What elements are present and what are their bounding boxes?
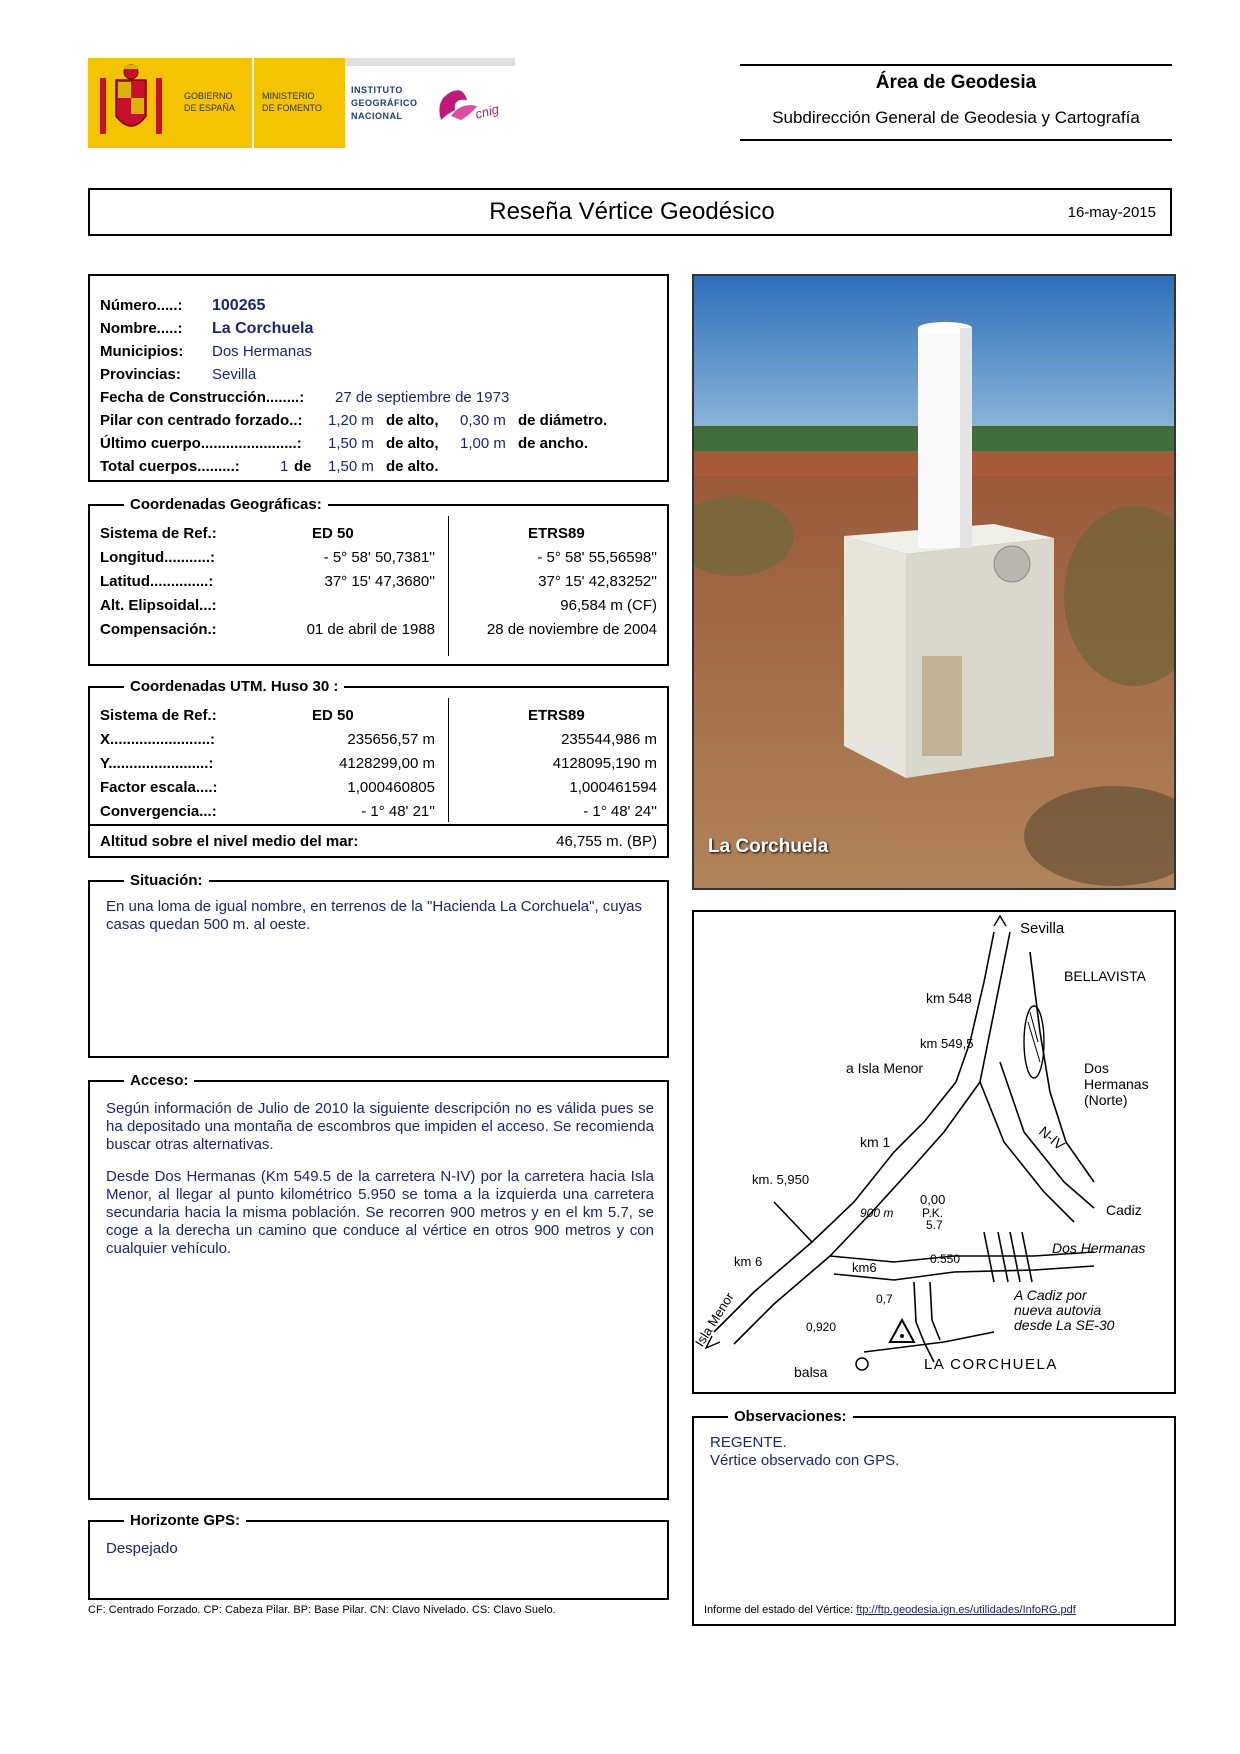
sketch-pk57: 5.7 bbox=[926, 1218, 943, 1232]
ign-line1: INSTITUTO bbox=[351, 85, 403, 95]
x-ed50: 235656,57 m bbox=[347, 731, 435, 748]
acceso-box bbox=[88, 1072, 669, 1500]
page-title: Reseña Vértice Geodésico bbox=[489, 198, 775, 225]
acceso-legend: Acceso: bbox=[124, 1071, 194, 1091]
municipios-value: Dos Hermanas bbox=[212, 343, 313, 360]
situacion-text: En una loma de igual nombre, en terrenos de la "Hacienda La Corchuela", cuyas casas quedan 500 m. al oeste. bbox=[106, 898, 642, 933]
informe-label: Informe del estado del Vértice: bbox=[704, 1604, 854, 1616]
factor-ed50: 1,000460805 bbox=[347, 779, 435, 796]
title-box bbox=[88, 188, 1172, 236]
municipios-label: Municipios: bbox=[100, 343, 184, 360]
location-sketch bbox=[692, 910, 1176, 1394]
ign-line2: GEOGRÁFICO bbox=[351, 98, 418, 108]
provincias-value: Sevilla bbox=[212, 366, 257, 383]
sketch-000: 0,00 bbox=[920, 1192, 946, 1207]
observaciones-box bbox=[692, 1408, 1176, 1626]
ultimo-ancho: 1,00 m bbox=[460, 435, 506, 452]
sketch-a-cadiz-2: nueva autovia bbox=[1014, 1302, 1102, 1318]
info-box bbox=[88, 274, 669, 482]
sketch-pk: P.K. bbox=[922, 1206, 944, 1220]
total-de: de bbox=[294, 458, 312, 475]
situacion-box bbox=[88, 872, 669, 1058]
factor-etrs: 1,000461594 bbox=[569, 779, 657, 796]
comp-ed50: 01 de abril de 1988 bbox=[306, 621, 435, 638]
conv-etrs: - 1° 48' 24'' bbox=[583, 803, 657, 820]
sketch-corchuela: LA CORCHUELA bbox=[924, 1356, 1058, 1373]
ultimo-ancho-txt: de ancho. bbox=[518, 435, 589, 452]
geo-sistema-label: Sistema de Ref.: bbox=[100, 525, 217, 542]
sketch-n4: N-IV bbox=[1036, 1122, 1068, 1154]
horizonte-legend: Horizonte GPS: bbox=[124, 1511, 246, 1531]
min-line2: DE FOMENTO bbox=[262, 103, 322, 113]
conv-ed50: - 1° 48' 21'' bbox=[361, 803, 435, 820]
numero-label: Número.....: bbox=[100, 297, 183, 314]
lon-etrs: - 5° 58' 55,56598'' bbox=[537, 549, 657, 566]
sketch-bellavista: BELLAVISTA bbox=[1064, 968, 1146, 984]
sketch-sevilla: Sevilla bbox=[1020, 920, 1065, 937]
lon-ed50: - 5° 58' 50,7381'' bbox=[323, 549, 435, 566]
total-n: 1 bbox=[280, 458, 289, 475]
sketch-a-cadiz-3: desde La SE-30 bbox=[1014, 1317, 1115, 1333]
total-alto: 1,50 m bbox=[328, 458, 374, 475]
vertex-photo-image bbox=[694, 276, 1174, 888]
numero-value: 100265 bbox=[212, 297, 266, 314]
coat-of-arms-icon bbox=[96, 64, 166, 142]
sketch-a-cadiz-1: A Cadiz por bbox=[1014, 1287, 1087, 1303]
fecha-value: 27 de septiembre de 1973 bbox=[335, 389, 510, 406]
alt-label: Alt. Elipsoidal...: bbox=[100, 597, 217, 614]
altitud-label: Altitud sobre el nivel medio del mar: bbox=[100, 833, 359, 850]
pilar-label: Pilar con centrado forzado..: bbox=[100, 412, 303, 429]
comp-etrs: 28 de noviembre de 2004 bbox=[486, 621, 657, 638]
gov-line1: GOBIERNO bbox=[184, 91, 233, 101]
sketch-900m: 900 m bbox=[860, 1206, 894, 1220]
utm-legend: Coordenadas UTM. Huso 30 : bbox=[124, 677, 344, 697]
acceso-p1: Según información de Julio de 2010 la siguiente descripción no es válida pues se ha depositado una montaña de escombros que impiden el acceso. Se recomienda buscar otras alternativas. bbox=[106, 1100, 654, 1153]
geo-ed50-header: ED 50 bbox=[312, 525, 354, 542]
sketch-balsa: balsa bbox=[794, 1364, 828, 1380]
acceso-p2: Desde Dos Hermanas (Km 549.5 de la carretera N-IV) por la carretera hacia Isla Menor, al llegar al punto kilométrico 5.950 se toma a la izquierda una carretera secundaria hacia la misma población. Se recorren 900 metros y en el km 5.7, se coge a la derecha un camino que conduce al vértice en otros 900 metros y con cualquier vehículo. bbox=[106, 1168, 654, 1257]
lat-ed50: 37° 15' 47,3680'' bbox=[324, 573, 435, 590]
sketch-isla-menor: a Isla Menor bbox=[846, 1060, 924, 1076]
conv-label: Convergencia...: bbox=[100, 803, 217, 820]
gov-line2: DE ESPAÑA bbox=[184, 103, 235, 113]
pilar-diam: 0,30 m bbox=[460, 412, 506, 429]
y-label: Y........................: bbox=[100, 755, 214, 772]
ultimo-label: Último cuerpo.......................: bbox=[100, 435, 302, 452]
sketch-cadiz: Cadiz bbox=[1106, 1202, 1142, 1218]
pilar-alto-txt: de alto, bbox=[386, 412, 439, 429]
fecha-label: Fecha de Construcción........: bbox=[100, 389, 305, 406]
sketch-isla-menor2: Isla Menor bbox=[691, 1289, 737, 1350]
geo-coords-box bbox=[88, 496, 669, 666]
horizonte-text: Despejado bbox=[106, 1540, 178, 1557]
informe-link[interactable]: ftp://ftp.geodesia.ign.es/utilidades/InfoRG.pdf bbox=[856, 1604, 1076, 1616]
nombre-value: La Corchuela bbox=[212, 320, 314, 337]
utm-ed50-header: ED 50 bbox=[312, 707, 354, 724]
sketch-dos-hermanas: Dos Hermanas bbox=[1052, 1240, 1146, 1256]
observaciones-legend: Observaciones: bbox=[728, 1407, 853, 1427]
footer-abbrev: CF: Centrado Forzado. CP: Cabeza Pilar. BP: Base Pilar. CN: Clavo Nivelado. CS: Clavo Suelo. bbox=[88, 1604, 556, 1616]
ultimo-alto-txt: de alto, bbox=[386, 435, 439, 452]
area-title: Área de Geodesia bbox=[875, 72, 1037, 93]
min-line1: MINISTERIO bbox=[262, 91, 315, 101]
sketch-dh-norte-3: (Norte) bbox=[1084, 1092, 1128, 1108]
pilar-diam-txt: de diámetro. bbox=[518, 412, 608, 429]
x-etrs: 235544,986 m bbox=[561, 731, 657, 748]
observaciones-line2: Vértice observado con GPS. bbox=[710, 1452, 900, 1469]
observaciones-line1: REGENTE. bbox=[710, 1434, 787, 1451]
factor-label: Factor escala....: bbox=[100, 779, 218, 796]
ign-logo-block bbox=[345, 58, 515, 148]
sketch-km6a: km 6 bbox=[734, 1254, 763, 1269]
utm-sistema-label: Sistema de Ref.: bbox=[100, 707, 217, 724]
sketch-km1: km 1 bbox=[860, 1134, 891, 1150]
alt-etrs: 96,584 m (CF) bbox=[560, 597, 657, 614]
sketch-0920: 0,920 bbox=[806, 1320, 837, 1334]
vertex-photo bbox=[692, 274, 1176, 890]
y-ed50: 4128299,00 m bbox=[339, 755, 435, 772]
x-label: X........................: bbox=[100, 731, 216, 748]
comp-label: Compensación.: bbox=[100, 621, 217, 638]
sketch-07: 0,7 bbox=[876, 1292, 893, 1306]
lat-etrs: 37° 15' 42,83252'' bbox=[538, 573, 657, 590]
subdir-title: Subdirección General de Geodesia y Cartografía bbox=[772, 108, 1140, 127]
ultimo-alto: 1,50 m bbox=[328, 435, 374, 452]
sketch-km5950: km. 5,950 bbox=[752, 1172, 810, 1187]
cnig-text: cnig bbox=[473, 101, 501, 122]
lat-label: Latitud..............: bbox=[100, 573, 214, 590]
nombre-label: Nombre.....: bbox=[100, 320, 183, 337]
total-alto-txt: de alto. bbox=[386, 458, 439, 475]
total-label: Total cuerpos.........: bbox=[100, 458, 240, 475]
utm-etrs-header: ETRS89 bbox=[528, 707, 585, 724]
horizonte-box bbox=[88, 1512, 669, 1600]
sketch-dh-norte-1: Dos bbox=[1084, 1060, 1109, 1076]
situacion-legend: Situación: bbox=[124, 871, 209, 891]
geo-legend: Coordenadas Geográficas: bbox=[124, 495, 328, 515]
sketch-0550: 0.550 bbox=[930, 1252, 961, 1266]
lon-label: Longitud...........: bbox=[100, 549, 215, 566]
sketch-km5495: km 549,5 bbox=[920, 1036, 974, 1051]
sketch-dh-norte-2: Hermanas bbox=[1084, 1076, 1149, 1092]
photo-caption: La Corchuela bbox=[708, 836, 829, 857]
ign-line3: NACIONAL bbox=[351, 111, 403, 121]
sketch-km548: km 548 bbox=[926, 990, 972, 1006]
page-date: 16-may-2015 bbox=[1067, 204, 1156, 221]
y-etrs: 4128095,190 m bbox=[552, 755, 657, 772]
utm-coords-box bbox=[88, 678, 669, 858]
provincias-label: Provincias: bbox=[100, 366, 181, 383]
geo-etrs-header: ETRS89 bbox=[528, 525, 585, 542]
altitud-value: 46,755 m. (BP) bbox=[556, 833, 657, 850]
gov-logo-block bbox=[88, 58, 345, 148]
pilar-alto: 1,20 m bbox=[328, 412, 374, 429]
sketch-km6b: km6 bbox=[852, 1260, 877, 1275]
